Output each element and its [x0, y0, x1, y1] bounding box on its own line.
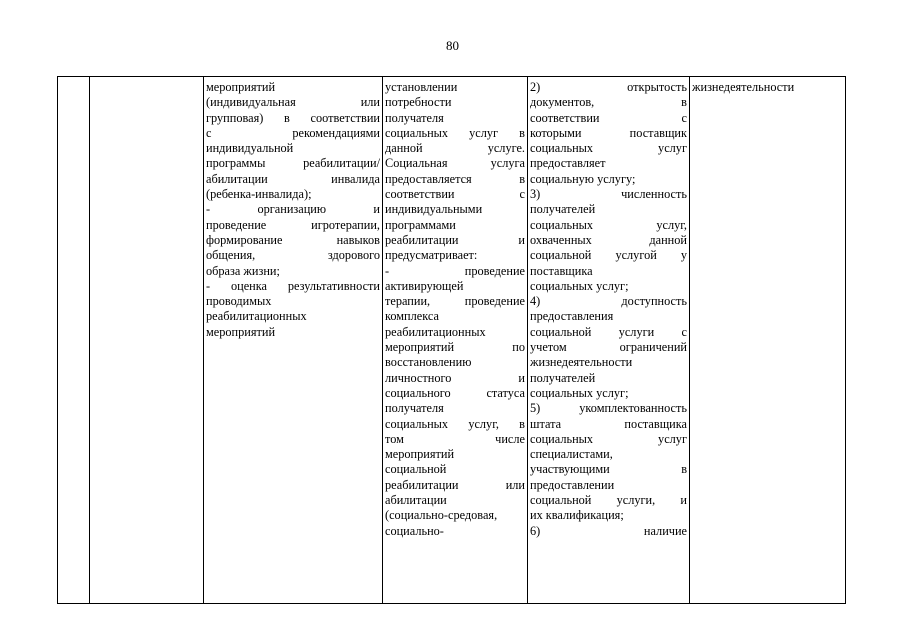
text-line: индивидуальными	[385, 202, 483, 217]
text-line: соответствии с	[385, 187, 525, 202]
text-line: личностного и	[385, 370, 525, 385]
text-line: социальных услуг	[530, 141, 687, 156]
text-line: потребности	[385, 95, 452, 110]
text-line: Социальная услуга	[385, 156, 525, 171]
text-line: - оценка результативности	[206, 278, 380, 293]
text-line: документов, в	[530, 95, 687, 110]
text-line: предоставляется в	[385, 171, 525, 186]
text-line: реабилитации или	[385, 477, 525, 492]
table-row	[58, 77, 846, 604]
text-line: социальных услуг в	[385, 125, 525, 140]
text-line: поставщика	[530, 263, 593, 278]
page-number: 80	[446, 38, 459, 53]
text-line: комплекса	[385, 309, 439, 324]
text-line: получателя	[385, 401, 444, 416]
text-line: том числе	[385, 431, 525, 446]
quality-indicators-text	[530, 80, 687, 539]
text-line: жизнедеятельности	[530, 355, 633, 370]
text-line: штата поставщика	[530, 416, 687, 431]
text-line: с рекомендациями	[206, 125, 380, 140]
text-line: восстановлению	[385, 355, 472, 370]
text-line: формирование навыков	[206, 232, 380, 247]
text-line: образа жизни;	[206, 263, 280, 278]
text-line: социального статуса	[385, 385, 525, 400]
cell-conditions	[690, 77, 846, 604]
text-line: 4) доступность	[530, 294, 687, 309]
text-line: индивидуальной	[206, 141, 294, 156]
text-line: мероприятий по	[385, 340, 525, 355]
text-line: 5) укомплектованность	[530, 401, 687, 416]
cell-quality-indicators	[528, 77, 690, 604]
text-line: (социально-средовая,	[385, 508, 498, 523]
cell-number	[58, 77, 90, 604]
cell-service-name	[90, 77, 204, 604]
text-line: предоставляет	[530, 156, 606, 171]
text-line: мероприятий	[206, 324, 276, 339]
text-line: - проведение	[385, 263, 525, 278]
text-line: групповая) в соответствии	[206, 110, 380, 125]
text-line: общения, здорового	[206, 248, 380, 263]
text-line: абилитации инвалида	[206, 171, 380, 186]
text-line: участвующими в	[530, 462, 687, 477]
text-line: 2) открытость	[530, 80, 687, 94]
text-line: жизнедеятельности	[692, 80, 795, 94]
cell-service-terms	[383, 77, 528, 604]
text-line: реабилитации и	[385, 232, 525, 247]
text-line: специалистами,	[530, 447, 613, 462]
text-line: получателя	[385, 110, 444, 125]
text-line: получателей	[530, 202, 596, 217]
text-line: реабилитационных	[385, 324, 486, 339]
text-line: проведение игротерапии,	[206, 217, 380, 232]
text-line: программы реабилитации/	[206, 156, 380, 171]
text-line: 6) наличие	[530, 523, 687, 538]
text-line: социальных услуг;	[530, 278, 629, 293]
conditions-text	[692, 80, 843, 95]
text-line: мероприятий	[385, 447, 455, 462]
cell-service-description	[204, 77, 383, 604]
text-line: - организацию и	[206, 202, 380, 217]
text-line: учетом ограничений	[530, 340, 687, 355]
text-line: социальную услугу;	[530, 171, 636, 186]
services-table	[57, 76, 846, 604]
text-line: их квалификация;	[530, 508, 624, 523]
text-line: установлении	[385, 80, 458, 94]
text-line: получателей	[530, 370, 596, 385]
text-line: абилитации	[385, 493, 447, 508]
text-line: предусматривает:	[385, 248, 478, 263]
text-line: охваченных данной	[530, 232, 687, 247]
text-line: проводимых	[206, 294, 272, 309]
text-line: социальных услуг, в	[385, 416, 525, 431]
text-line: социальной услуги, и	[530, 493, 687, 508]
text-line: терапии, проведение	[385, 294, 525, 309]
text-line: предоставлении	[530, 477, 615, 492]
text-line: мероприятий	[206, 80, 276, 94]
text-line: активирующей	[385, 278, 464, 293]
text-line: соответствии с	[530, 110, 687, 125]
text-line: социальных услуг,	[530, 217, 687, 232]
text-line: социальных услуг	[530, 431, 687, 446]
text-line: реабилитационных	[206, 309, 307, 324]
text-line: 3) численность	[530, 187, 687, 202]
text-line: (ребенка-инвалида);	[206, 187, 312, 202]
text-line: социальной	[385, 462, 447, 477]
text-line: социальных услуг;	[530, 385, 629, 400]
service-terms-text	[385, 80, 525, 539]
text-line: (индивидуальная или	[206, 95, 380, 110]
text-line: предоставления	[530, 309, 614, 324]
text-line: социально-	[385, 523, 444, 538]
text-line: которыми поставщик	[530, 125, 687, 140]
service-description-text	[206, 80, 380, 340]
text-line: социальной услугой у	[530, 248, 687, 263]
text-line: программами	[385, 217, 456, 232]
text-line: социальной услуги с	[530, 324, 687, 339]
text-line: данной услуге.	[385, 141, 525, 156]
